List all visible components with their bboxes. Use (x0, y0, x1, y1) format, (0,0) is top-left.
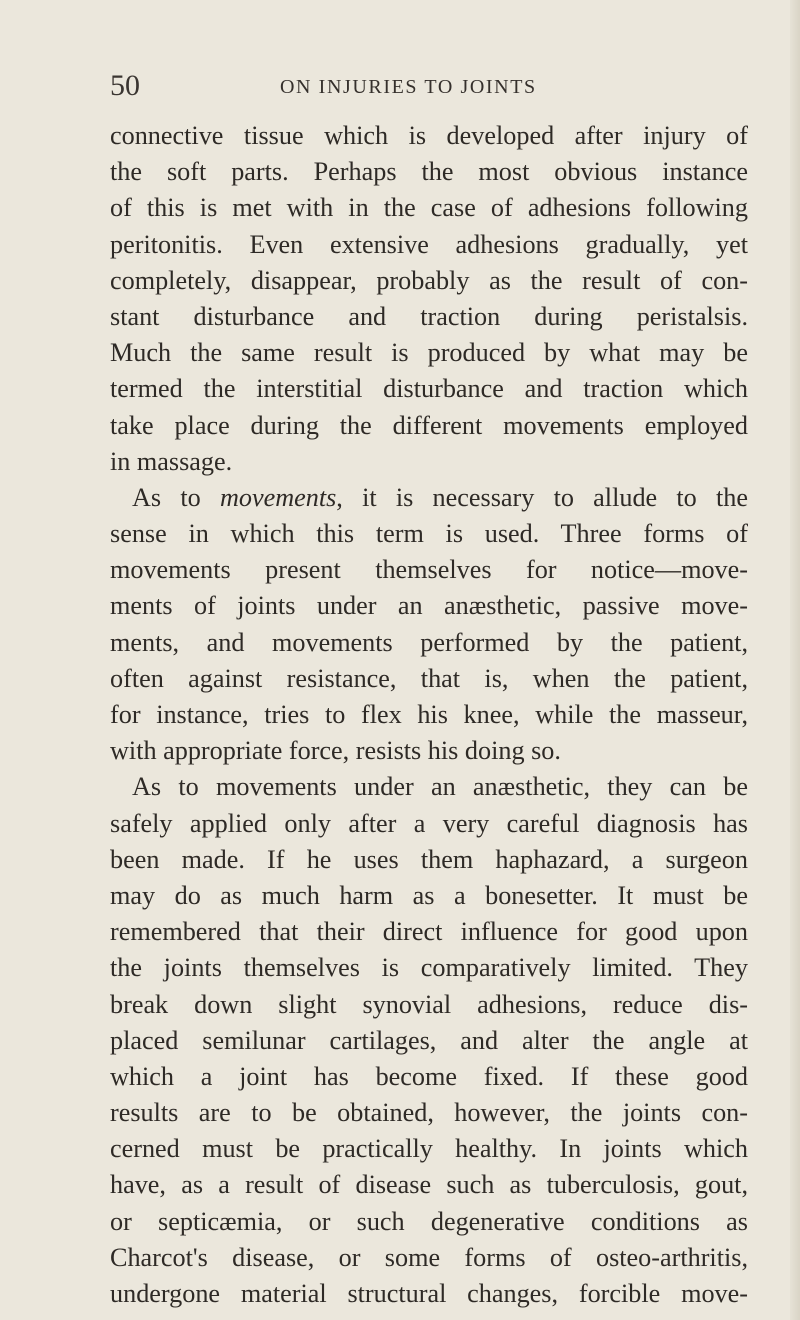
page-edge-shadow (790, 0, 800, 1320)
italic-term: movements (219, 482, 337, 512)
text-run: As to (132, 482, 220, 512)
text-line: break down slight synovial adhesions, reduce dis- (110, 989, 748, 1019)
running-head-title: ON INJURIES TO JOINTS (280, 76, 537, 98)
text-line: with appropriate force, resists his doing so. (110, 736, 561, 766)
text-line: stant disturbance and traction during peristalsis. (110, 301, 748, 331)
text-line: undergone material structural changes, forcible move- (110, 1279, 748, 1308)
text-line: for instance, tries to flex his knee, while the masseur, (110, 700, 748, 729)
text-line: or septicæmia, or such degenerative conditions as (110, 1206, 748, 1236)
text-line: often against resistance, that is, when the patient, (110, 663, 748, 693)
text-line: may do as much harm as a bonesetter. It must be (110, 880, 748, 910)
text-line: peritonitis. Even extensive adhesions gradually, yet (110, 229, 748, 259)
text-line: sense in which this term is used. Three forms of (110, 519, 748, 549)
text-line: Much the same result is produced by what may be (110, 338, 748, 368)
text-line: ments of joints under an anæsthetic, passive move- (110, 591, 748, 621)
text-line: of this is met with in the case of adhesions following (110, 193, 748, 223)
text-run: , it is necessary to allude to the (336, 482, 748, 512)
text-line: Charcot's disease, or some forms of osteo-arthritis, (110, 1242, 748, 1272)
text-line: ments, and movements performed by the patient, (110, 627, 748, 657)
text-line: movements present themselves for notice—move- (110, 555, 748, 585)
text-line: been made. If he uses them haphazard, a surgeon (110, 844, 748, 874)
body-text (110, 118, 748, 1312)
text-line: the joints themselves is comparatively limited. They (110, 953, 748, 983)
text-line: the soft parts. Perhaps the most obvious instance (110, 157, 748, 187)
running-head (110, 68, 750, 104)
page-number: 50 (110, 69, 140, 102)
text-line: termed the interstitial disturbance and traction which (110, 374, 748, 404)
text-line: safely applied only after a very careful diagnosis has (110, 808, 748, 838)
text-line: connective tissue which is developed after injury of (110, 121, 748, 150)
text-line: which a joint has become fixed. If these good (110, 1061, 748, 1091)
text-line (110, 480, 748, 516)
text-line: in massage. (110, 446, 233, 476)
text-line: take place during the different movements employed (110, 410, 748, 440)
text-line: results are to be obtained, however, the joints con- (110, 1098, 748, 1128)
text-line: completely, disappear, probably as the result of con- (110, 265, 748, 295)
text-line: cerned must be practically healthy. In joints which (110, 1134, 748, 1164)
text-line: have, as a result of disease such as tuberculosis, gout, (110, 1170, 748, 1200)
text-line: remembered that their direct influence for good upon (110, 917, 748, 947)
text-line: placed semilunar cartilages, and alter the angle at (110, 1025, 748, 1055)
text-line: As to movements under an anæsthetic, they can be (132, 772, 748, 802)
